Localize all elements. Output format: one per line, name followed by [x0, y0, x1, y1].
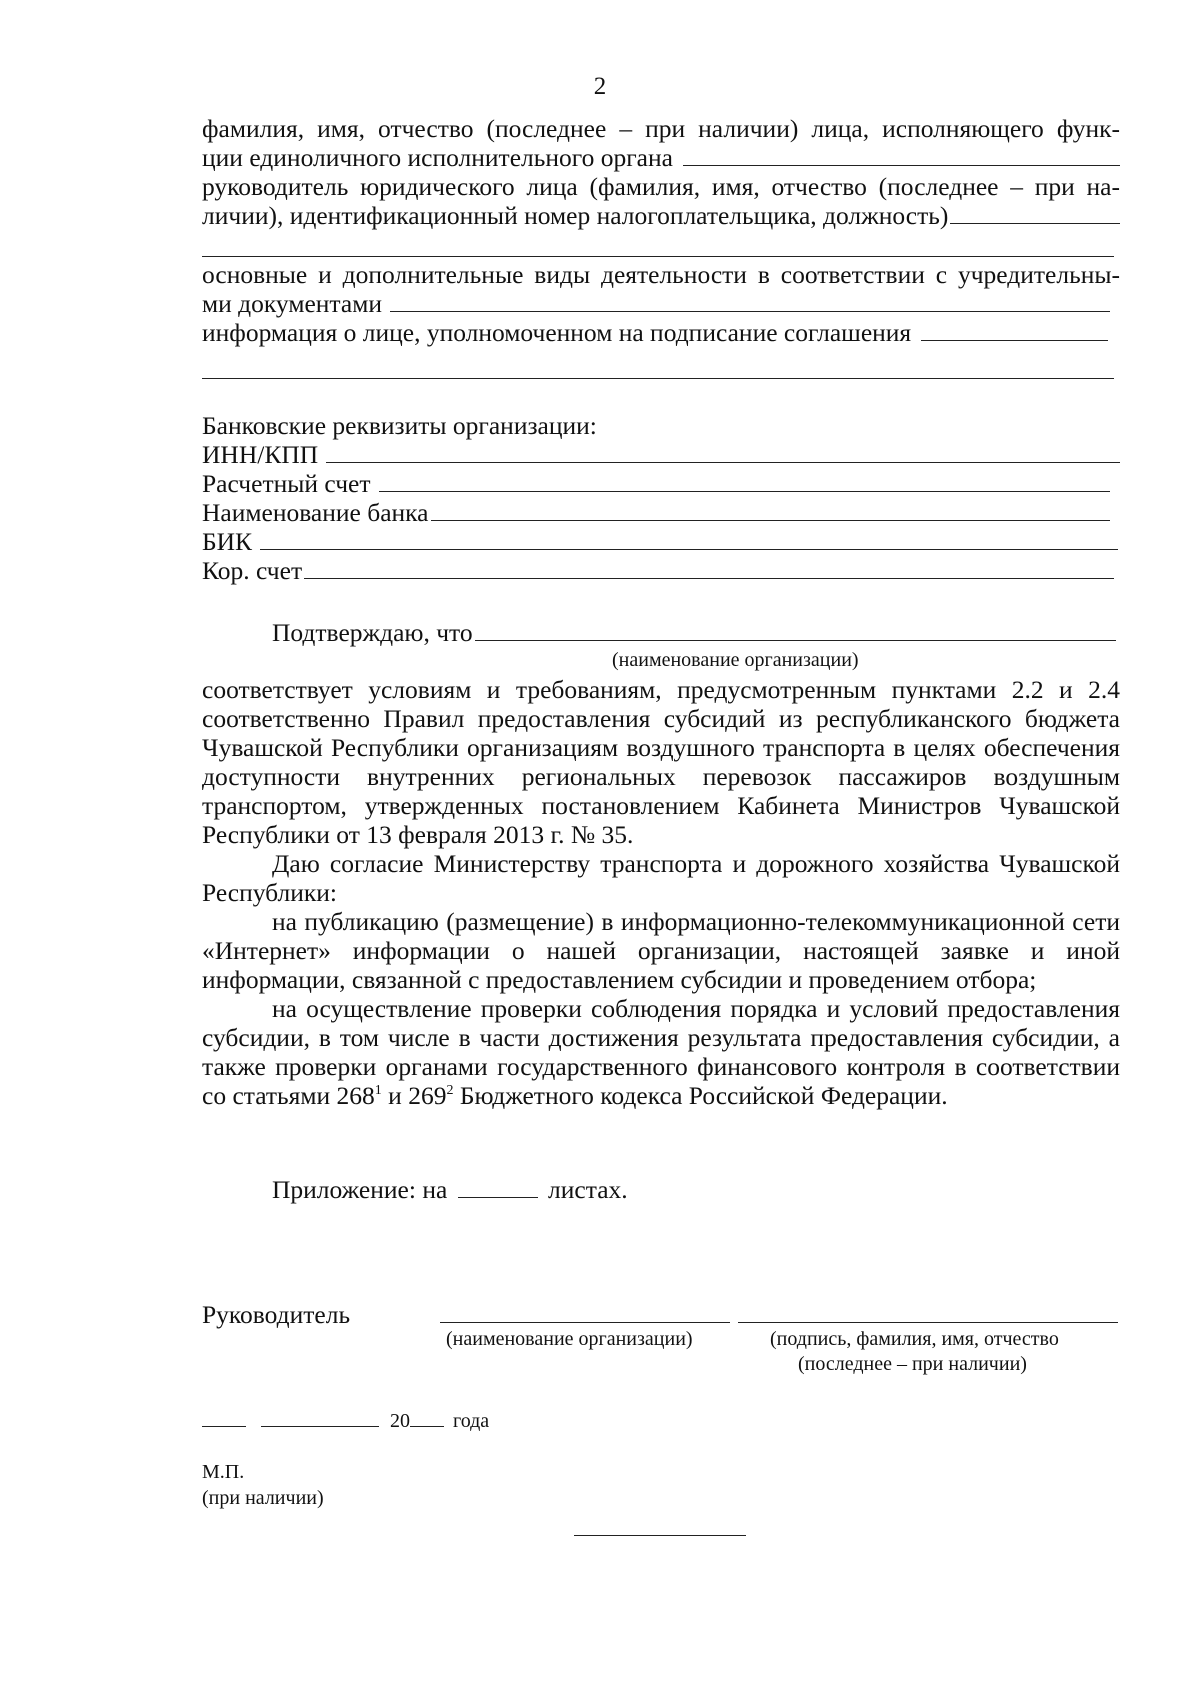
account-row — [202, 469, 1110, 498]
signatory-input-line[interactable] — [921, 318, 1108, 341]
manager-input-line[interactable] — [950, 201, 1120, 224]
manager-line1: руководитель юридического лица (фамилия, имя, отчество (последнее – при на- — [202, 172, 1120, 201]
activities-label: ми документами — [202, 289, 382, 318]
date-year-prefix: 20 — [390, 1410, 410, 1432]
bank-heading: Банковские реквизиты организации: — [202, 411, 597, 440]
closing-divider — [574, 1535, 746, 1536]
activities-input-line[interactable] — [390, 289, 1110, 312]
confirm-lead: Подтверждаю, что — [272, 618, 473, 647]
consent-inspection — [202, 994, 1120, 1110]
confirm-org-input-line[interactable] — [475, 618, 1116, 641]
head-fio-label: ции единоличного исполнительного органа — [202, 143, 673, 172]
signatory-label: информация о лице, уполномоченном на подписание соглашения — [202, 318, 912, 347]
signatory-input-line-2[interactable] — [202, 378, 1114, 379]
date-year-input-line[interactable] — [410, 1408, 444, 1427]
head-fio-row — [202, 143, 1120, 172]
signature-name-input-line[interactable] — [738, 1322, 1118, 1323]
consent-inspection-text-c: Бюджетного кодекса Российской Федерации. — [453, 1081, 948, 1110]
consent-inspection-text-b: и 269 — [381, 1081, 447, 1110]
date-year-suffix: года — [453, 1410, 490, 1432]
manager-input-line-2[interactable] — [202, 256, 1114, 257]
inn-kpp-input-line[interactable] — [326, 440, 1120, 463]
consent-sup-1: 1 — [374, 1083, 382, 1098]
activities-row — [202, 289, 1110, 318]
corr-account-label: Кор. счет — [202, 556, 303, 585]
inn-kpp-label: ИНН/КПП — [202, 440, 319, 469]
signature-org-input-line[interactable] — [440, 1322, 730, 1323]
attachment-count-input-line[interactable] — [458, 1175, 538, 1198]
signature-sign-caption-2: (последнее – при наличии) — [798, 1353, 1027, 1375]
attachment-prefix: Приложение: на — [272, 1175, 448, 1204]
signature-role: Руководитель — [202, 1300, 351, 1329]
bik-row — [202, 527, 1118, 556]
consent-sup-2: 2 — [446, 1083, 454, 1098]
confirm-paragraph: соответствует условиям и требованиям, предусмотренным пунктами 2.2 и 2.4 соответственно Правил предоставления субсидий из республиканского бюджета Чувашской Республики организациям воздушного транспорта в целях обеспечения доступности внутренних региональных перевозок пассажиров воздушным транспортом, утвержденных постановлением Кабинета Министров Чувашской Республики от 13 февраля 2013 г. № 35. — [202, 675, 1120, 849]
signature-org-caption: (наименование организации) — [446, 1328, 693, 1350]
inn-kpp-row — [202, 440, 1120, 469]
bik-label: БИК — [202, 527, 253, 556]
confirm-row — [272, 618, 1116, 647]
activities-line1: основные и дополнительные виды деятельности в соответствии с учредительны- — [202, 260, 1120, 289]
bank-name-row — [202, 498, 1110, 527]
consent-inspection-text-a: на осуществление проверки соблюдения порядка и условий предоставления субсидии, в том числе в части достижения результата предоставления субсидии, а также проверки органами государственного финансового контроля в соответствии со статьями 268 — [202, 994, 1120, 1110]
corr-account-row — [202, 556, 1114, 585]
attachment-row — [272, 1175, 628, 1204]
date-day-input-line[interactable] — [202, 1408, 246, 1427]
consent-intro: Даю согласие Министерству транспорта и дорожного хозяйства Чувашской Республики: — [202, 849, 1120, 907]
confirm-org-caption: (наименование организации) — [612, 649, 859, 671]
head-fio-input-line[interactable] — [683, 143, 1120, 166]
corr-account-input-line[interactable] — [304, 556, 1114, 579]
head-fio-line1: фамилия, имя, отчество (последнее – при наличии) лица, исполняющего функ- — [202, 114, 1120, 143]
date-row — [202, 1408, 489, 1433]
consent-publication: на публикацию (размещение) в информационно-телекоммуникационной сети «Интернет» информации о нашей организации, настоящей заявке и иной информации, связанной с предоставлением субсидии и проведением отбора; — [202, 907, 1120, 994]
stamp-note: (при наличии) — [202, 1487, 324, 1509]
bank-name-label: Наименование банка — [202, 498, 429, 527]
stamp-label: М.П. — [202, 1461, 245, 1483]
manager-label: личии), идентификационный номер налогоплательщика, должность) — [202, 201, 949, 230]
manager-row — [202, 201, 1120, 230]
signature-sign-caption-1: (подпись, фамилия, имя, отчество — [770, 1328, 1059, 1350]
signatory-row — [202, 318, 1108, 347]
account-input-line[interactable] — [379, 469, 1111, 492]
attachment-suffix: листах. — [548, 1175, 628, 1204]
page-number: 2 — [593, 73, 607, 100]
bik-input-line[interactable] — [260, 527, 1118, 550]
account-label: Расчетный счет — [202, 469, 371, 498]
bank-name-input-line[interactable] — [431, 498, 1111, 521]
date-month-input-line[interactable] — [261, 1408, 379, 1427]
